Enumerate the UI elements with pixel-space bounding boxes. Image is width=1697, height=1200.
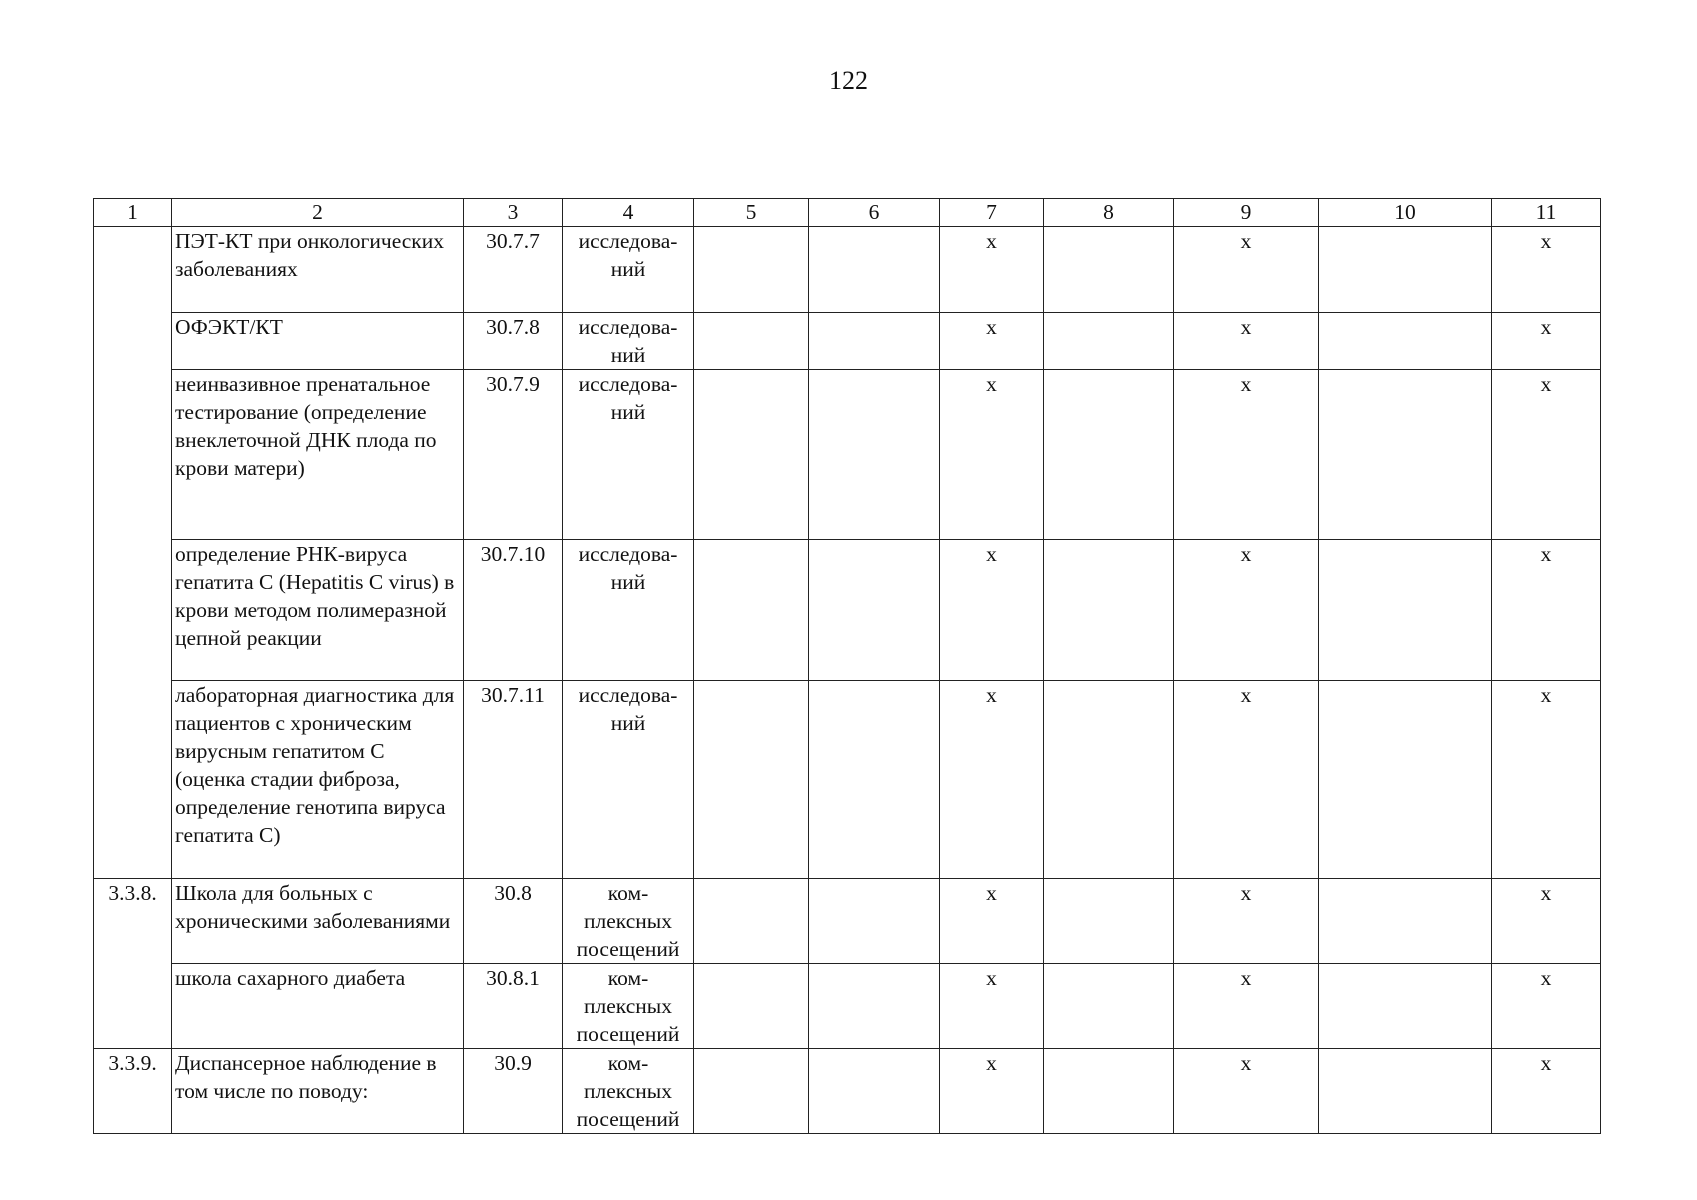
cell-col6: [809, 370, 940, 540]
page-number: 122: [829, 66, 868, 95]
cell-col7: х: [940, 227, 1044, 313]
service-name: неинвазивное пренатальное тестирование (определение внеклеточной ДНК плода по крови матери): [172, 370, 464, 540]
column-header: 11: [1492, 199, 1601, 227]
cell-col6: [809, 964, 940, 1049]
cell-col11: х: [1492, 370, 1601, 540]
column-header: 6: [809, 199, 940, 227]
cell-col8: [1044, 540, 1174, 681]
cell-col11: х: [1492, 879, 1601, 964]
column-header: 9: [1174, 199, 1319, 227]
table-row: [94, 681, 1601, 879]
cell-col8: [1044, 681, 1174, 879]
unit-of-measure: исследова-ний: [563, 227, 694, 313]
cell-col8: [1044, 1049, 1174, 1134]
service-name: Школа для больных с хроническими заболеваниями: [172, 879, 464, 964]
service-code: 30.7.10: [464, 540, 563, 681]
cell-col9: х: [1174, 681, 1319, 879]
cell-col7: х: [940, 370, 1044, 540]
row-number: [94, 964, 172, 1049]
cell-col11: х: [1492, 681, 1601, 879]
cell-col9: х: [1174, 1049, 1319, 1134]
cell-col7: х: [940, 879, 1044, 964]
cell-col9: х: [1174, 313, 1319, 370]
cell-col8: [1044, 370, 1174, 540]
cell-col8: [1044, 964, 1174, 1049]
table-row: [94, 964, 1601, 1049]
column-header: 2: [172, 199, 464, 227]
column-header: 1: [94, 199, 172, 227]
cell-col5: [694, 227, 809, 313]
cell-col7: х: [940, 681, 1044, 879]
cell-col6: [809, 313, 940, 370]
cell-col8: [1044, 313, 1174, 370]
row-number: 3.3.9.: [94, 1049, 172, 1134]
unit-of-measure: ком-плексных посещений: [563, 1049, 694, 1134]
cell-col5: [694, 313, 809, 370]
table-row: [94, 370, 1601, 540]
cell-col7: х: [940, 313, 1044, 370]
service-code: 30.8.1: [464, 964, 563, 1049]
cell-col5: [694, 1049, 809, 1134]
column-header: 4: [563, 199, 694, 227]
services-table: [93, 198, 1601, 1134]
column-header: 8: [1044, 199, 1174, 227]
cell-col11: х: [1492, 540, 1601, 681]
row-number: [94, 370, 172, 540]
cell-col9: х: [1174, 370, 1319, 540]
cell-col10: [1319, 1049, 1492, 1134]
unit-of-measure: ком-плексных посещений: [563, 964, 694, 1049]
unit-of-measure: ком-плексных посещений: [563, 879, 694, 964]
cell-col9: х: [1174, 879, 1319, 964]
cell-col9: х: [1174, 540, 1319, 681]
service-code: 30.7.8: [464, 313, 563, 370]
service-code: 30.7.11: [464, 681, 563, 879]
service-code: 30.9: [464, 1049, 563, 1134]
cell-col11: х: [1492, 227, 1601, 313]
cell-col5: [694, 370, 809, 540]
cell-col10: [1319, 227, 1492, 313]
table-row: [94, 540, 1601, 681]
service-name: определение РНК-вируса гепатита С (Hepatitis С virus) в крови методом полимеразной цепной реакции: [172, 540, 464, 681]
unit-of-measure: исследова-ний: [563, 370, 694, 540]
cell-col5: [694, 964, 809, 1049]
cell-col10: [1319, 879, 1492, 964]
cell-col6: [809, 879, 940, 964]
cell-col9: х: [1174, 964, 1319, 1049]
cell-col6: [809, 681, 940, 879]
column-header: 7: [940, 199, 1044, 227]
row-number: [94, 227, 172, 313]
cell-col6: [809, 540, 940, 681]
cell-col10: [1319, 540, 1492, 681]
service-name: ПЭТ-КТ при онкологических заболеваниях: [172, 227, 464, 313]
cell-col9: х: [1174, 227, 1319, 313]
row-number: [94, 313, 172, 370]
column-numbers-row: [94, 199, 1601, 227]
cell-col6: [809, 227, 940, 313]
cell-col11: х: [1492, 313, 1601, 370]
service-code: 30.7.9: [464, 370, 563, 540]
service-name: ОФЭКТ/КТ: [172, 313, 464, 370]
unit-of-measure: исследова-ний: [563, 540, 694, 681]
table-row: [94, 1049, 1601, 1134]
row-number: [94, 681, 172, 879]
cell-col10: [1319, 370, 1492, 540]
unit-of-measure: исследова-ний: [563, 681, 694, 879]
cell-col11: х: [1492, 964, 1601, 1049]
cell-col7: х: [940, 1049, 1044, 1134]
cell-col10: [1319, 964, 1492, 1049]
cell-col7: х: [940, 540, 1044, 681]
row-number: 3.3.8.: [94, 879, 172, 964]
cell-col7: х: [940, 964, 1044, 1049]
service-name: лабораторная диагностика для пациентов с хроническим вирусным гепатитом С (оценка стадии фиброза, определение генотипа вируса гепатита С): [172, 681, 464, 879]
cell-col5: [694, 540, 809, 681]
service-code: 30.7.7: [464, 227, 563, 313]
column-header: 5: [694, 199, 809, 227]
cell-col6: [809, 1049, 940, 1134]
cell-col10: [1319, 313, 1492, 370]
unit-of-measure: исследова-ний: [563, 313, 694, 370]
column-header: 10: [1319, 199, 1492, 227]
cell-col10: [1319, 681, 1492, 879]
table-row: [94, 313, 1601, 370]
table-row: [94, 227, 1601, 313]
table-row: [94, 879, 1601, 964]
cell-col8: [1044, 227, 1174, 313]
service-code: 30.8: [464, 879, 563, 964]
service-name: школа сахарного диабета: [172, 964, 464, 1049]
service-name: Диспансерное наблюдение в том числе по поводу:: [172, 1049, 464, 1134]
cell-col8: [1044, 879, 1174, 964]
row-number: [94, 540, 172, 681]
column-header: 3: [464, 199, 563, 227]
cell-col11: х: [1492, 1049, 1601, 1134]
cell-col5: [694, 681, 809, 879]
cell-col5: [694, 879, 809, 964]
